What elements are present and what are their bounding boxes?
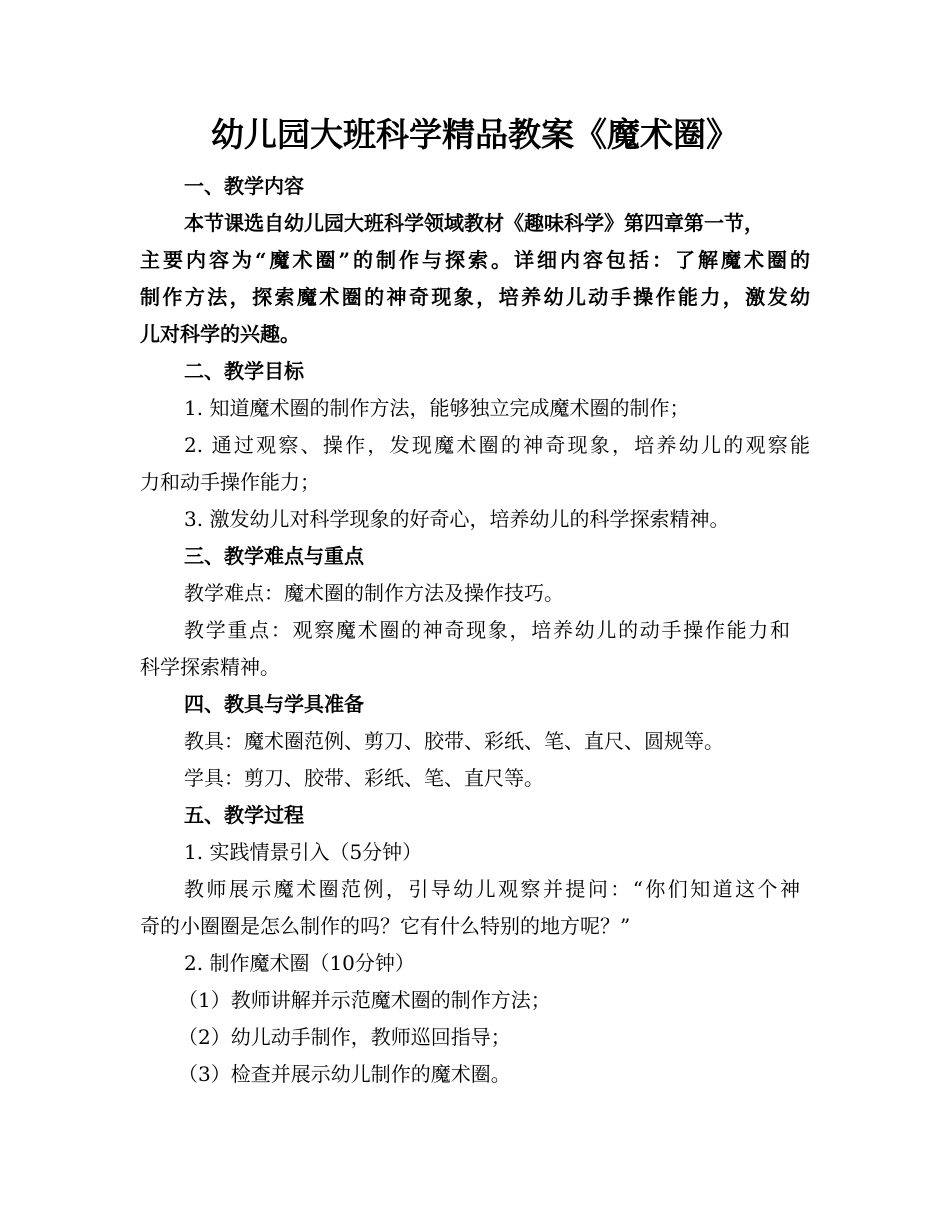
paragraph-line: 主要内容为“魔术圈”的制作与探索。详细内容包括：了解魔术圈的 bbox=[140, 248, 810, 272]
sub-list-item: （3）检查并展示幼儿制作的魔术圈。 bbox=[178, 1062, 511, 1086]
section-heading-process: 五、教学过程 bbox=[184, 803, 304, 827]
paragraph-line: 科学探索精神。 bbox=[140, 655, 280, 679]
list-item: 2. 制作魔术圈（10分钟） bbox=[184, 951, 415, 975]
section-heading-materials: 四、教具与学具准备 bbox=[184, 692, 364, 716]
paragraph-line: 学具：剪刀、胶带、彩纸、笔、直尺等。 bbox=[184, 766, 544, 790]
sub-list-item: （2）幼儿动手制作，教师巡回指导； bbox=[178, 1025, 511, 1049]
section-heading-content: 一、教学内容 bbox=[184, 174, 304, 198]
paragraph-line: 本节课选自幼儿园大班科学领域教材《趣味科学》第四章第一节， bbox=[184, 211, 764, 235]
paragraph-line: 奇的小圈圈是怎么制作的吗？它有什么特别的地方呢？” bbox=[140, 914, 631, 938]
paragraph-line: 制作方法，探索魔术圈的神奇现象，培养幼儿动手操作能力，激发幼 bbox=[140, 285, 810, 309]
list-item: 3. 激发幼儿对科学现象的好奇心，培养幼儿的科学探索精神。 bbox=[184, 507, 730, 531]
list-item-continuation: 力和动手操作能力； bbox=[140, 470, 320, 494]
section-heading-key-points: 三、教学难点与重点 bbox=[184, 544, 364, 568]
document-title: 幼儿园大班科学精品教案《魔术圈》 bbox=[211, 115, 739, 154]
paragraph-line: 儿对科学的兴趣。 bbox=[140, 322, 300, 346]
list-item: 1. 实践情景引入（5分钟） bbox=[184, 840, 423, 864]
paragraph-line: 教具：魔术圈范例、剪刀、胶带、彩纸、笔、直尺、圆规等。 bbox=[184, 729, 724, 753]
paragraph-line: 教师展示魔术圈范例，引导幼儿观察并提问：“你们知道这个神 bbox=[184, 877, 800, 901]
list-item: 1. 知道魔术圈的制作方法，能够独立完成魔术圈的制作； bbox=[184, 396, 690, 420]
sub-list-item: （1）教师讲解并示范魔术圈的制作方法； bbox=[178, 988, 551, 1012]
paragraph-line: 教学难点：魔术圈的制作方法及操作技巧。 bbox=[184, 581, 564, 605]
paragraph-line: 教学重点：观察魔术圈的神奇现象，培养幼儿的动手操作能力和 bbox=[184, 618, 790, 642]
list-item: 2. 通过观察、操作，发现魔术圈的神奇现象，培养幼儿的观察能 bbox=[184, 433, 810, 457]
section-heading-objectives: 二、教学目标 bbox=[184, 359, 304, 383]
